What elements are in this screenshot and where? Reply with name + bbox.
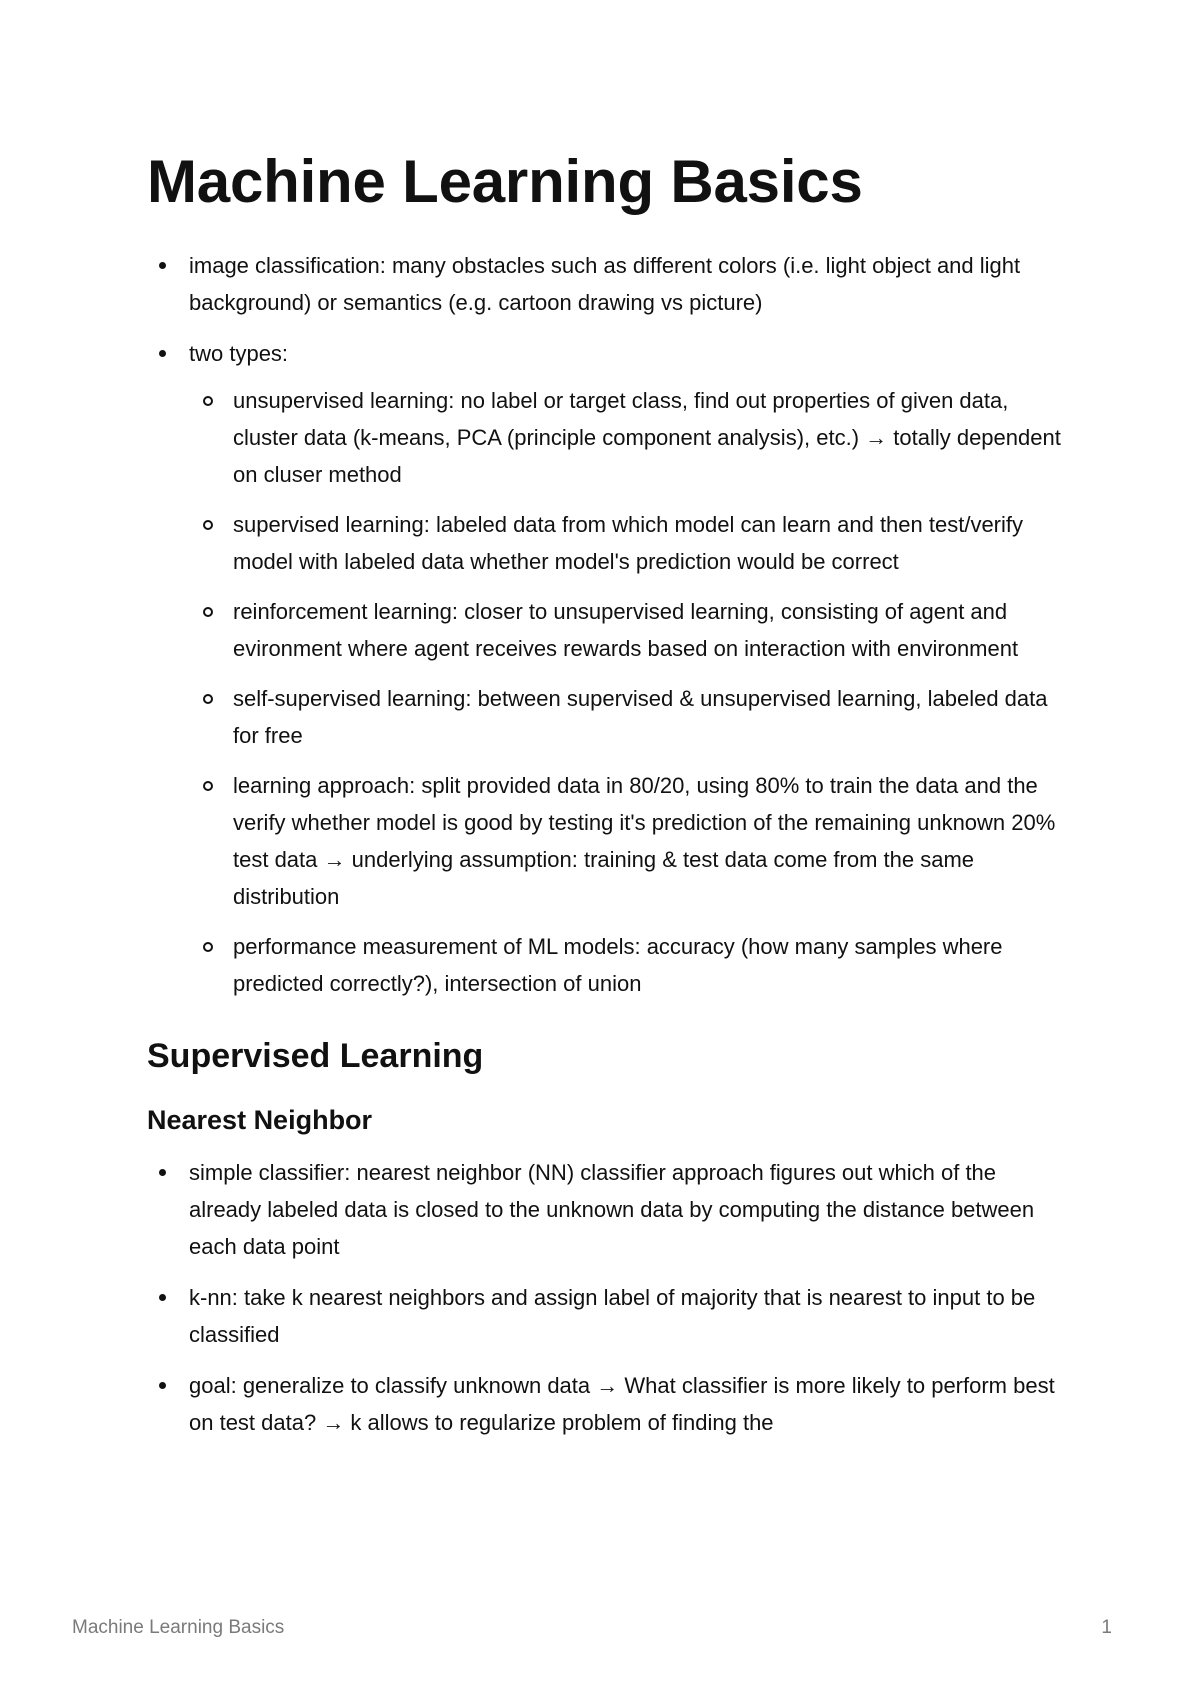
list-item: simple classifier: nearest neighbor (NN) classifier approach figures out which of the already labeled data is closed to the unknown data by computing the distance between each data point [147,1154,1067,1265]
sublist-item: self-supervised learning: between supervised & unsupervised learning, labeled data for free [191,680,1067,754]
sublist-item: learning approach: split provided data in 80/20, using 80% to train the data and the verify whether model is good by testing it's prediction of the remaining unknown 20% test data → underlying assumption: training & test data come from the same distribution [191,767,1067,915]
list-item [147,335,1067,1002]
nearest-neighbor-list [147,1154,1067,1441]
sublist-item: reinforcement learning: closer to unsupervised learning, consisting of agent and evironment where agent receives rewards based on interaction with environment [191,593,1067,667]
section-heading-supervised-learning: Supervised Learning [147,1037,484,1075]
page-title: Machine Learning Basics [147,148,863,215]
subsection-heading-nearest-neighbor: Nearest Neighbor [147,1105,373,1135]
list-item: image classification: many obstacles such as different colors (i.e. light object and light background) or semantics (e.g. cartoon drawing vs picture) [147,247,1067,321]
list-item: goal: generalize to classify unknown data → What classifier is more likely to perform best on test data? → k allows to regularize problem of finding the [147,1367,1067,1441]
document-content [147,140,1067,1455]
intro-list [147,247,1067,1002]
footer-page-number: 1 [1101,1617,1112,1638]
sublist-item: performance measurement of ML models: accuracy (how many samples where predicted correctly?), intersection of union [191,928,1067,1002]
sublist-item: unsupervised learning: no label or target class, find out properties of given data, cluster data (k-means, PCA (principle component analysis), etc.) → totally dependent on cluser method [191,382,1067,493]
list-item-label: two types: [189,341,289,366]
sublist-item: supervised learning: labeled data from which model can learn and then test/verify model with labeled data whether model's prediction would be correct [191,506,1067,580]
list-item: k-nn: take k nearest neighbors and assign label of majority that is nearest to input to be classified [147,1279,1067,1353]
types-sublist [191,382,1067,1002]
footer-document-title: Machine Learning Basics [72,1617,285,1638]
